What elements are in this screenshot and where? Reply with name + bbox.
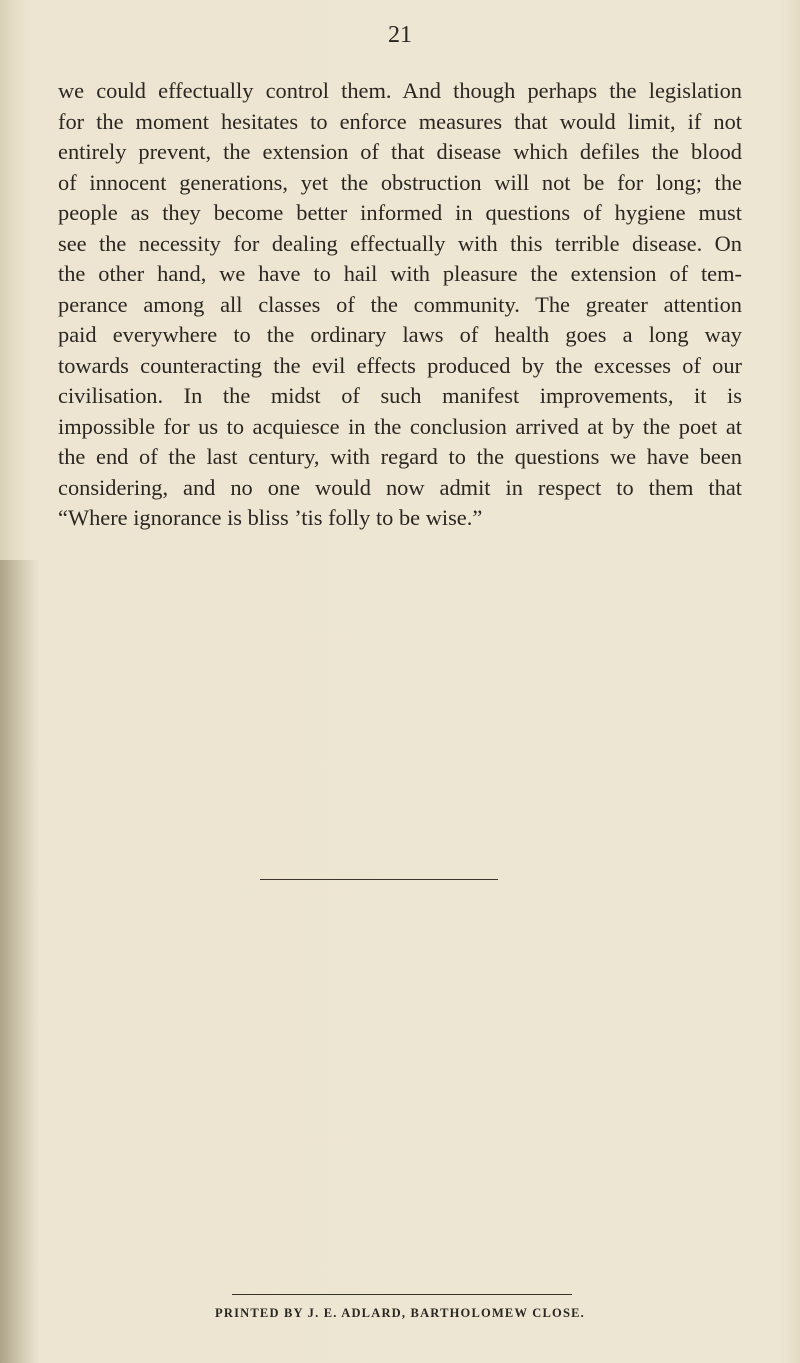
text-line: for the moment hesitates to enforce measures that would limit, if not <box>58 108 742 134</box>
text-line: of innocent generations, yet the obstruction will not be for long; the <box>58 169 742 195</box>
text-line: civilisation. In the midst of such manifest improvements, it is <box>58 383 742 408</box>
text-line: impossible for us to acquiesce in the conclusion arrived at by the poet at <box>58 413 742 439</box>
text-line: perance among all classes of the community. The greater attention <box>58 291 742 317</box>
section-divider-rule <box>260 879 498 880</box>
page-number: 21 <box>388 22 412 48</box>
text-line: people as they become better informed in questions of hygiene must <box>58 200 742 225</box>
text-line: paid everywhere to the ordinary laws of health goes a long way <box>58 322 742 347</box>
text-line: see the necessity for dealing effectually with this terrible disease. On <box>58 230 742 256</box>
body-text <box>58 76 742 534</box>
page-edge-shadow <box>0 560 40 1363</box>
text-line: the end of the last century, with regard to the questions we have been <box>58 444 742 469</box>
printer-imprint: PRINTED BY J. E. ADLARD, BARTHOLOMEW CLOSE. <box>215 1306 585 1320</box>
text-line: towards counteracting the evil effects produced by the excesses of our <box>58 352 742 378</box>
text-line: the other hand, we have to hail with pleasure the extension of tem- <box>58 261 742 286</box>
footer-rule <box>232 1294 572 1295</box>
text-line: entirely prevent, the extension of that disease which defiles the blood <box>58 139 742 164</box>
text-line: considering, and no one would now admit in respect to them that <box>58 474 742 500</box>
quotation-line: “Where ignorance is bliss ’tis folly to be wise.” <box>58 505 483 530</box>
text-line: we could effectually control them. And though perhaps the legislation <box>58 78 742 103</box>
